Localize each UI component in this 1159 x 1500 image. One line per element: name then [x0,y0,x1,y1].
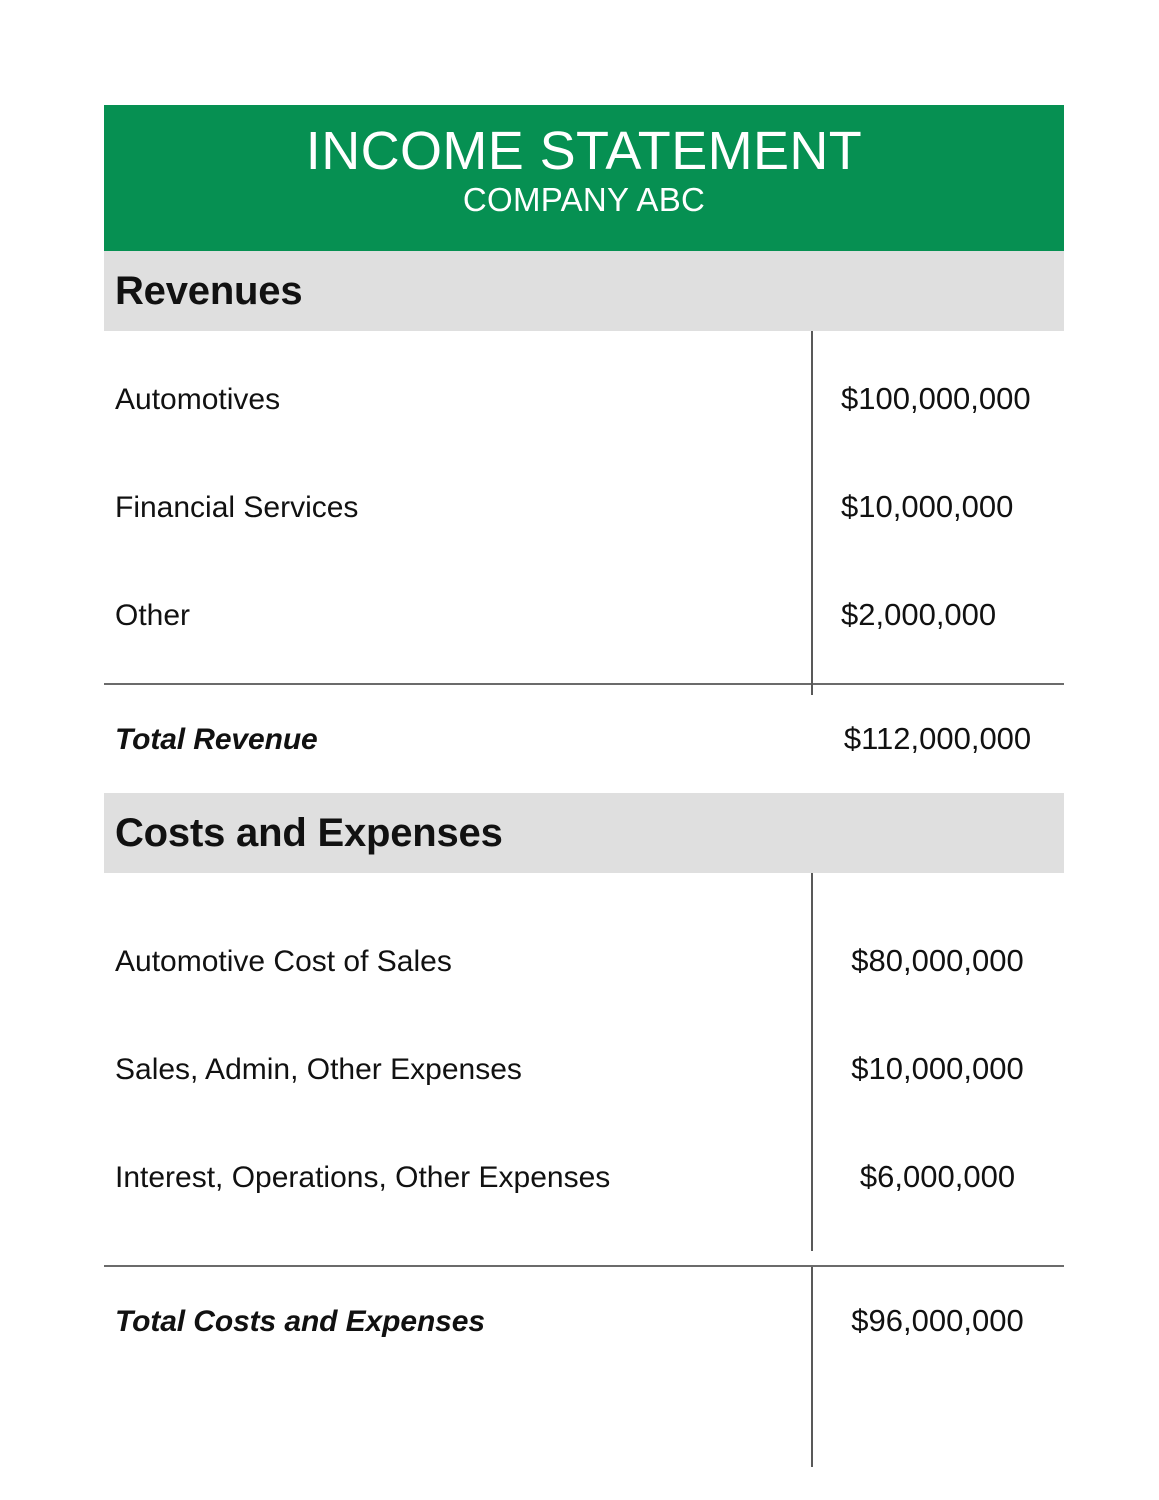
row-spacer [104,1231,1064,1265]
row-spacer [104,669,1064,683]
row-label: Automotive Cost of Sales [115,944,452,978]
total-value: $96,000,000 [851,1302,1024,1338]
table-row [104,907,1064,1015]
column-divider [811,873,813,1251]
total-label: Total Costs and Expenses [115,1304,485,1338]
row-spacer [104,331,1064,345]
document-header-banner [104,105,1064,251]
company-subtitle: COMPANY ABC [462,181,706,219]
statement-sheet [104,105,1064,1375]
total-label: Total Revenue [115,722,318,756]
section-footer-costs-and-expenses [104,1267,1064,1375]
total-row-costs-and-expenses [104,1267,1064,1375]
row-value: $6,000,000 [859,1158,1016,1194]
section-header-costs-and-expenses [104,793,1064,873]
row-label: Automotives [115,382,281,416]
row-value: $10,000,000 [851,1050,1024,1086]
section-body-revenues [104,331,1064,683]
row-value: $2,000,000 [841,596,997,632]
row-label: Sales, Admin, Other Expenses [115,1052,522,1086]
table-row [104,1015,1064,1123]
table-row [104,345,1064,453]
section-body-costs-and-expenses [104,873,1064,1265]
table-row [104,1123,1064,1231]
page-title: INCOME STATEMENT [305,121,863,181]
table-row [104,561,1064,669]
total-value: $112,000,000 [843,720,1032,756]
row-value: $100,000,000 [841,380,1031,416]
total-row-revenue [104,685,1064,793]
row-value: $80,000,000 [851,942,1024,978]
table-row [104,453,1064,561]
section-header-revenues [104,251,1064,331]
row-label: Other [115,598,191,632]
row-spacer [104,873,1064,907]
row-label: Interest, Operations, Other Expenses [115,1160,611,1194]
row-label: Financial Services [115,490,359,524]
row-value: $10,000,000 [841,488,1014,524]
section-heading-label: Revenues [115,269,303,313]
column-divider [811,331,813,695]
column-divider [811,1267,813,1467]
section-heading-label: Costs and Expenses [115,811,503,855]
